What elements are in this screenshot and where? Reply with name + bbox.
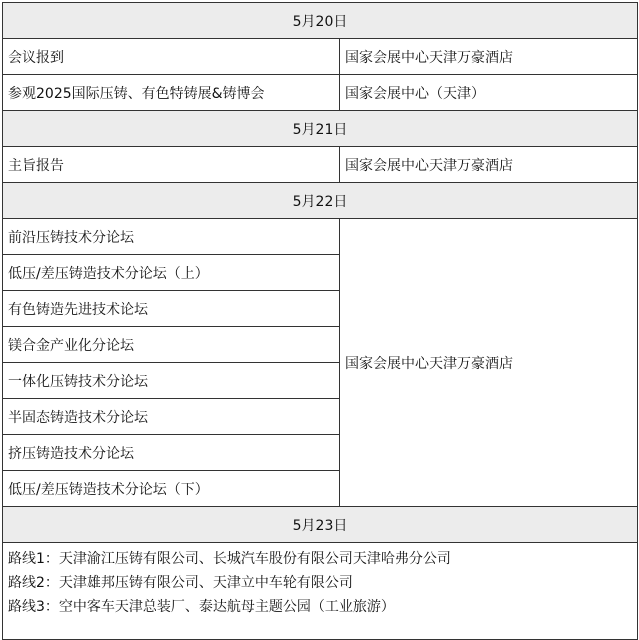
schedule-table — [2, 2, 638, 640]
event-cell: 半固态铸造技术分论坛 — [3, 399, 340, 435]
table-row — [3, 219, 638, 255]
table-row — [3, 147, 638, 183]
event-cell: 一体化压铸技术分论坛 — [3, 363, 340, 399]
date-row-may23 — [3, 507, 638, 543]
route-item: 路线3：空中客车天津总装厂、泰达航母主题公园（工业旅游） — [8, 599, 395, 615]
date-header: 5月21日 — [3, 111, 638, 147]
event-cell: 挤压铸造技术分论坛 — [3, 435, 340, 471]
date-row-may21 — [3, 111, 638, 147]
route-item: 路线1：天津渝江压铸有限公司、长城汽车股份有限公司天津哈弗分公司 — [8, 551, 451, 567]
venue-cell: 国家会展中心天津万豪酒店 — [340, 147, 638, 183]
routes-row — [3, 543, 638, 640]
table-row — [3, 75, 638, 111]
event-cell: 主旨报告 — [3, 147, 340, 183]
table-row — [3, 39, 638, 75]
event-cell: 低压/差压铸造技术分论坛（上） — [3, 255, 340, 291]
venue-cell: 国家会展中心（天津） — [340, 75, 638, 111]
venue-cell-merged: 国家会展中心天津万豪酒店 — [340, 219, 638, 507]
event-cell: 会议报到 — [3, 39, 340, 75]
date-header: 5月20日 — [3, 3, 638, 39]
date-header: 5月23日 — [3, 507, 638, 543]
event-cell: 参观2025国际压铸、有色特铸展&铸博会 — [3, 75, 340, 111]
date-header: 5月22日 — [3, 183, 638, 219]
route-item: 路线2：天津雄邦压铸有限公司、天津立中车轮有限公司 — [8, 575, 353, 591]
event-cell: 前沿压铸技术分论坛 — [3, 219, 340, 255]
routes-cell — [3, 543, 638, 640]
date-row-may20 — [3, 3, 638, 39]
date-row-may22 — [3, 183, 638, 219]
event-cell: 低压/差压铸造技术分论坛（下） — [3, 471, 340, 507]
event-cell: 镁合金产业化分论坛 — [3, 327, 340, 363]
event-cell: 有色铸造先进技术论坛 — [3, 291, 340, 327]
venue-cell: 国家会展中心天津万豪酒店 — [340, 39, 638, 75]
